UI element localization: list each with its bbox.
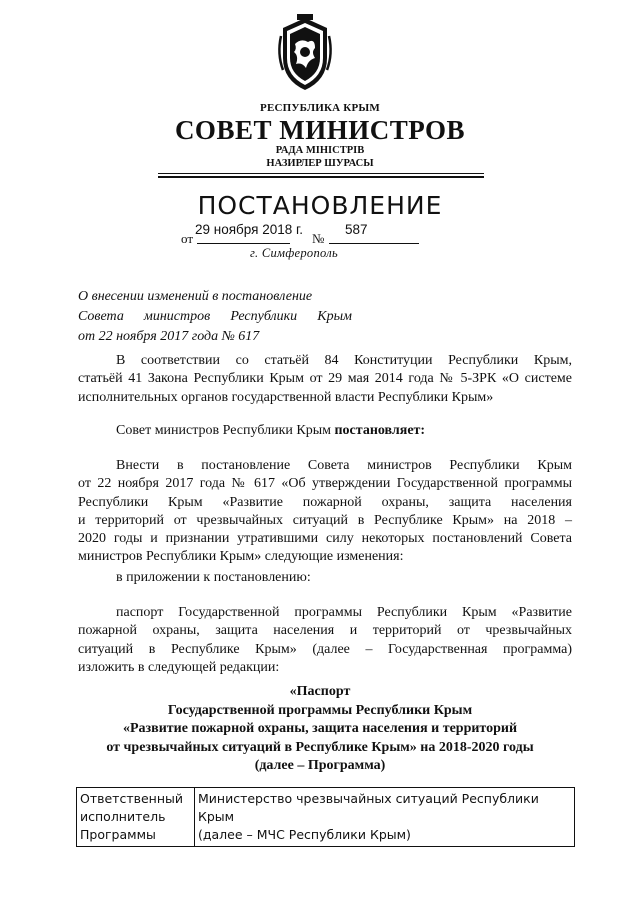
date-underline bbox=[197, 243, 290, 244]
cell-line: исполнитель bbox=[80, 809, 166, 824]
council-name-ukrainian: РАДА МІНІСТРІВ bbox=[275, 145, 365, 156]
paragraph-appendix bbox=[78, 569, 572, 587]
table-cell-value bbox=[195, 788, 575, 847]
paragraph-line: в приложении к постановлению: bbox=[116, 570, 311, 585]
passport-heading-line: (далее – Программа) bbox=[254, 758, 386, 773]
cell-line: (далее – МЧС Республики Крым) bbox=[198, 827, 411, 842]
decree-subject bbox=[78, 287, 378, 347]
paragraph-line: исполнительных органов государственной власти Республики Крым» bbox=[78, 389, 494, 405]
paragraph-line: Внести в постановление Совета министров Республики Крым bbox=[116, 458, 572, 473]
paragraph-line: статьёй 41 Закона Республики Крым от 29 мая 2014 года № 5-ЗРК «О системе bbox=[78, 371, 572, 387]
paragraph-line: Республики Крым «Развитие пожарной охраны, защита населения bbox=[78, 494, 572, 510]
subject-line: Совета министров Республики Крым bbox=[78, 309, 352, 324]
paragraph-line: и территорий от чрезвычайных ситуаций в Республике Крым» на 2018 – bbox=[78, 512, 572, 528]
cell-line: Ответственный bbox=[80, 791, 184, 806]
number-underline bbox=[329, 243, 419, 244]
decree-date: 29 ноября 2018 г. bbox=[195, 222, 303, 237]
paragraph-passport bbox=[78, 604, 572, 677]
header-divider-thick bbox=[158, 176, 484, 178]
paragraph-line: ситуаций в Республике Крым» (далее – Государственная программа) bbox=[78, 641, 572, 657]
city: г. Симферополь bbox=[250, 246, 338, 260]
number-sign: № bbox=[312, 231, 325, 246]
cell-line: Министерство чрезвычайных ситуаций Республики Крым bbox=[198, 791, 539, 824]
paragraph-line: министров Республики Крым» следующие изменения: bbox=[78, 549, 404, 565]
paragraph-resolves bbox=[78, 422, 572, 440]
paragraph-line: 2020 годы и признании утратившими силу некоторых постановлений Совета bbox=[78, 531, 572, 547]
paragraph-line: изложить в следующей редакции: bbox=[78, 659, 280, 675]
subject-line: О внесении изменений в постановление bbox=[78, 289, 313, 304]
passport-table bbox=[76, 787, 575, 847]
paragraph-line: В соответствии со статьёй 84 Конституции Республики Крым, bbox=[116, 353, 572, 368]
paragraph-line: от 22 ноября 2017 года № 617 «Об утверждении Государственной программы bbox=[78, 476, 572, 492]
document-type-title: ПОСТАНОВЛЕНИЕ bbox=[197, 191, 443, 220]
paragraph-line: паспорт Государственной программы Республики Крым «Развитие bbox=[116, 605, 572, 620]
passport-heading-line: «Развитие пожарной охраны, защита населения и территорий bbox=[122, 721, 518, 736]
passport-heading bbox=[0, 683, 640, 776]
table-row bbox=[77, 788, 575, 847]
cell-line: Программы bbox=[80, 827, 156, 842]
coat-of-arms-emblem bbox=[275, 14, 335, 92]
passport-heading-line: «Паспорт bbox=[289, 684, 351, 699]
council-name-crimean-tatar: НАЗИРЛЕР ШУРАСЫ bbox=[266, 158, 374, 169]
passport-heading-line: Государственной программы Республики Крым bbox=[167, 702, 473, 718]
resolves-keyword: постановляет: bbox=[334, 423, 426, 438]
paragraph-line: пожарной охраны, защита населения и территорий от чрезвычайных bbox=[78, 623, 572, 639]
republic-name: РЕСПУБЛИКА КРЫМ bbox=[260, 102, 380, 114]
council-name: СОВЕТ МИНИСТРОВ bbox=[174, 115, 466, 145]
date-prefix: от bbox=[181, 231, 194, 246]
header-divider bbox=[158, 173, 484, 174]
paragraph-amendment bbox=[78, 457, 572, 567]
paragraph-legal-basis bbox=[78, 352, 572, 407]
table-cell-label bbox=[77, 788, 195, 847]
subject-line: от 22 ноября 2017 года № 617 bbox=[78, 329, 260, 344]
passport-heading-line: от чрезвычайных ситуаций в Республике Крым» на 2018-2020 годы bbox=[106, 739, 534, 755]
resolves-text: Совет министров Республики Крым bbox=[116, 423, 335, 438]
decree-date-number-line bbox=[181, 222, 431, 244]
decree-number: 587 bbox=[345, 222, 368, 237]
